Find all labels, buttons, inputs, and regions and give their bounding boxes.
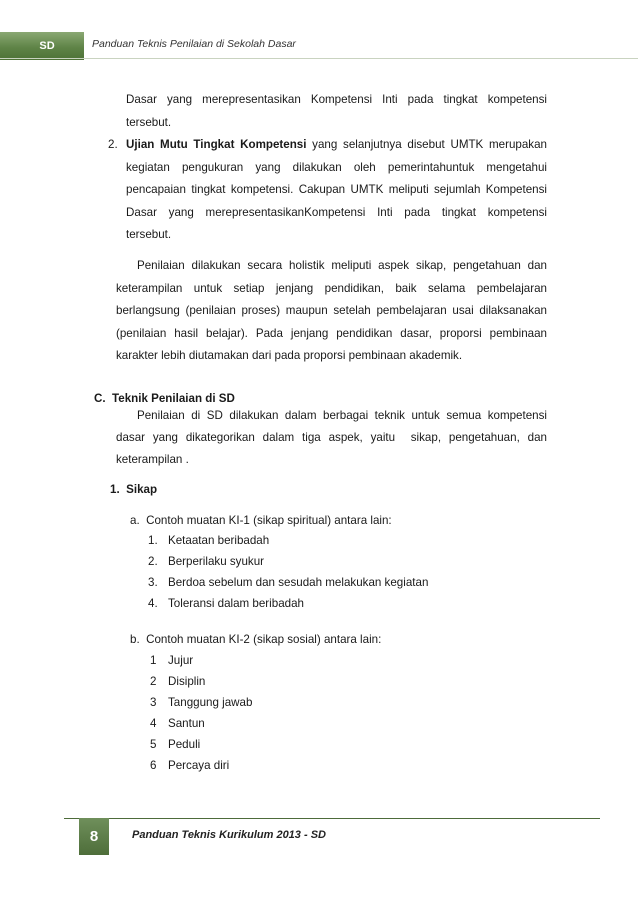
item-2-line-5: tersebut. xyxy=(126,228,172,241)
header-badge-text: SD xyxy=(39,40,55,52)
ki2-item-text: Percaya diri xyxy=(168,759,230,772)
footer-title: Panduan Teknis Kurikulum 2013 - SD xyxy=(132,829,326,841)
intro-line-2: tersebut. xyxy=(126,116,172,129)
ki2-item-number: 2 xyxy=(150,675,157,688)
holistik-line-5: karakter lebih diutamakan dari pada proporsi pembinaan akademik. xyxy=(116,349,463,362)
item-2-line-1 xyxy=(126,137,547,153)
section-c-line-2: dasar yang dikategorikan dalam tiga aspek, yaitu sikap, pengetahuan, dan xyxy=(116,431,547,444)
ki1-label: a. Contoh muatan KI-1 (sikap spiritual) antara lain: xyxy=(130,514,392,527)
header-badge xyxy=(0,32,84,60)
ki2-label: b. Contoh muatan KI-2 (sikap sosial) antara lain: xyxy=(130,633,382,646)
ki1-item-text: Toleransi dalam beribadah xyxy=(168,597,304,610)
item-2-title: Ujian Mutu Tingkat Kompetensi xyxy=(126,138,307,151)
item-2-line-3: pencapaian tingkat kompetensi. Cakupan UMTK meliputi sejumlah Kompetensi xyxy=(126,183,547,196)
ki2-item-text: Santun xyxy=(168,717,205,730)
holistik-line-3: berlangsung (penilaian proses) maupun setelah pembelajaran usai dilaksanakan xyxy=(116,304,547,317)
header-divider xyxy=(0,58,638,59)
item-2-line-2: kegiatan pengukuran yang dilakukan oleh pemerintahuntuk mengetahui xyxy=(126,161,547,174)
ki1-item-text: Ketaatan beribadah xyxy=(168,534,270,547)
ki2-item-text: Peduli xyxy=(168,738,201,751)
ki2-item-text: Jujur xyxy=(168,654,194,667)
item-2-line-4: Dasar yang merepresentasikanKompetensi Inti pada tingkat kompetensi xyxy=(126,206,547,219)
section-c-line-3: keterampilan . xyxy=(116,453,189,466)
intro-line-1: Dasar yang merepresentasikan Kompetensi Inti pada tingkat kompetensi xyxy=(126,93,547,106)
holistik-line-4: (penilaian hasil belajar). Pada jenjang pendidikan dasar, proporsi pembinaan xyxy=(116,327,547,340)
holistik-line-2: keterampilan untuk setiap jenjang pendidikan, baik selama pembelajaran xyxy=(116,282,547,295)
ki2-item-number: 6 xyxy=(150,759,157,772)
ki1-item-number: 3. xyxy=(148,576,158,589)
header-title: Panduan Teknis Penilaian di Sekolah Dasar xyxy=(92,38,296,50)
holistik-line-1: Penilaian dilakukan secara holistik meliputi aspek sikap, pengetahuan dan xyxy=(137,259,547,272)
ki2-item-number: 1 xyxy=(150,654,157,667)
section-c-heading: C. Teknik Penilaian di SD xyxy=(94,392,235,405)
item-2-line-1-rest: yang selanjutnya disebut UMTK merupakan xyxy=(306,138,547,151)
ki2-item-number: 3 xyxy=(150,696,157,709)
ki1-item-text: Berperilaku syukur xyxy=(168,555,265,568)
ki1-item-text: Berdoa sebelum dan sesudah melakukan kegiatan xyxy=(168,576,429,589)
ki1-item-number: 2. xyxy=(148,555,158,568)
sikap-heading: 1. Sikap xyxy=(110,483,158,496)
ki2-item-number: 4 xyxy=(150,717,157,730)
section-c-line-1: Penilaian di SD dilakukan dalam berbagai teknik untuk semua kompetensi xyxy=(137,409,547,422)
footer-page-number: 8 xyxy=(79,818,109,855)
ki1-item-number: 4. xyxy=(148,597,158,610)
item-2-number: 2. xyxy=(108,138,118,151)
ki2-item-number: 5 xyxy=(150,738,157,751)
ki2-item-text: Tanggung jawab xyxy=(168,696,253,709)
footer-divider xyxy=(64,818,600,819)
ki1-item-number: 1. xyxy=(148,534,158,547)
ki2-item-text: Disiplin xyxy=(168,675,206,688)
